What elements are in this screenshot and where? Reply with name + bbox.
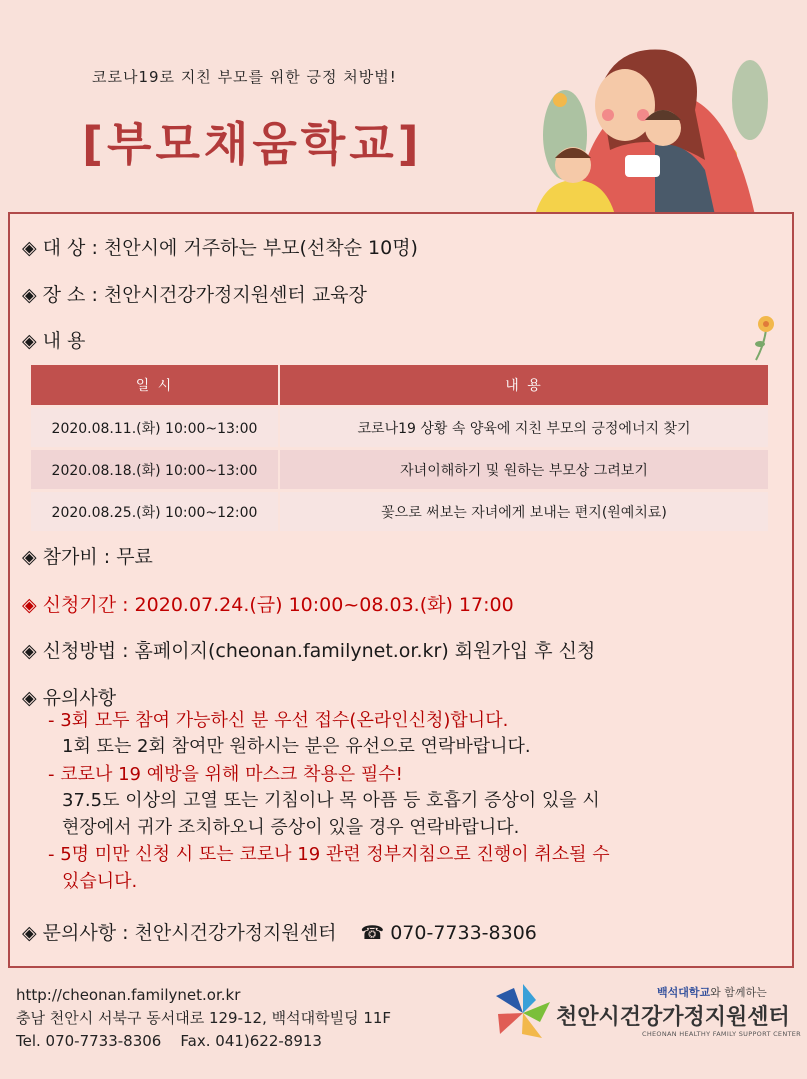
- subtitle: 코로나19로 지친 부모를 위한 긍정 처방법!: [92, 68, 397, 86]
- table-cell-content: 꽃으로 써보는 자녀에게 보내는 편지(원예치료): [280, 492, 770, 531]
- table-cell-date: 2020.08.18.(화) 10:00~13:00: [31, 450, 280, 489]
- content-label: ◈ 내 용: [22, 330, 86, 352]
- center-logo: [492, 978, 801, 1048]
- table-cell-content: 자녀이해하기 및 원하는 부모상 그려보기: [280, 450, 770, 489]
- target-line: ◈ 대 상 : 천안시에 거주하는 부모(선착순 10명): [22, 237, 418, 259]
- footer-address: 충남 천안시 서북구 동서대로 129-12, 백석대학빌딩 11F: [16, 1009, 392, 1027]
- place-line: ◈ 장 소 : 천안시건강가정지원센터 교육장: [22, 284, 367, 306]
- note-1: - 3회 모두 참여 가능하신 분 우선 접수(온라인신청)합니다.: [48, 710, 509, 731]
- note-2b: 37.5도 이상의 고열 또는 기침이나 목 아픔 등 호흡기 증상이 있을 시: [62, 790, 600, 811]
- table-row: [31, 450, 770, 489]
- notes-label: ◈ 유의사항: [22, 687, 117, 709]
- note-2: - 코로나 19 예방을 위해 마스크 착용은 필수!: [48, 764, 403, 785]
- logo-en: CHEONAN HEALTHY FAMILY SUPPORT CENTER: [642, 1030, 801, 1038]
- logo-with: 와 함께하는: [710, 986, 767, 999]
- footer-tel-fax: Tel. 070-7733-8306 Fax. 041)622-8913: [16, 1032, 322, 1050]
- contact-phone: ☎ 070-7733-8306: [360, 922, 537, 944]
- method-line: ◈ 신청방법 : 홈페이지(cheonan.familynet.or.kr) 회원가입 후 신청: [22, 640, 596, 662]
- period-line: ◈ 신청기간 : 2020.07.24.(금) 10:00~08.03.(화) 17:00: [22, 594, 514, 616]
- table-cell-content: 코로나19 상황 속 양육에 지친 부모의 긍정에너지 찾기: [280, 408, 770, 447]
- note-3b: 있습니다.: [62, 871, 138, 892]
- footer-url[interactable]: http://cheonan.familynet.or.kr: [16, 986, 241, 1004]
- table-row: [31, 492, 770, 531]
- contact-line: [22, 918, 537, 945]
- table-header-date: 일 시: [31, 365, 280, 405]
- flower-decoration: [748, 310, 784, 362]
- table-row: [31, 408, 770, 447]
- note-2c: 현장에서 귀가 조치하오니 증상이 있을 경우 연락바랍니다.: [62, 817, 520, 838]
- note-3: - 5명 미만 신청 시 또는 코로나 19 관련 정부지침으로 진행이 취소될 수: [48, 844, 610, 865]
- schedule-table: [31, 362, 770, 534]
- fee-line: ◈ 참가비 : 무료: [22, 546, 153, 568]
- table-cell-date: 2020.08.11.(화) 10:00~13:00: [31, 408, 280, 447]
- contact-label: ◈ 문의사항 : 천안시건강가정지원센터: [22, 922, 337, 944]
- family-illustration: [505, 40, 795, 215]
- logo-univ: 백석대학교: [657, 986, 711, 999]
- page-title: [부모채움학교]: [82, 117, 423, 171]
- table-cell-date: 2020.08.25.(화) 10:00~12:00: [31, 492, 280, 531]
- footer-info: [16, 984, 391, 1053]
- note-1b: 1회 또는 2회 참여만 원하시는 분은 유선으로 연락바랍니다.: [62, 736, 531, 757]
- logo-name: 천안시건강가정지원센터: [556, 1005, 790, 1030]
- pinwheel-logo-icon: [492, 982, 554, 1044]
- table-header-content: 내 용: [280, 365, 770, 405]
